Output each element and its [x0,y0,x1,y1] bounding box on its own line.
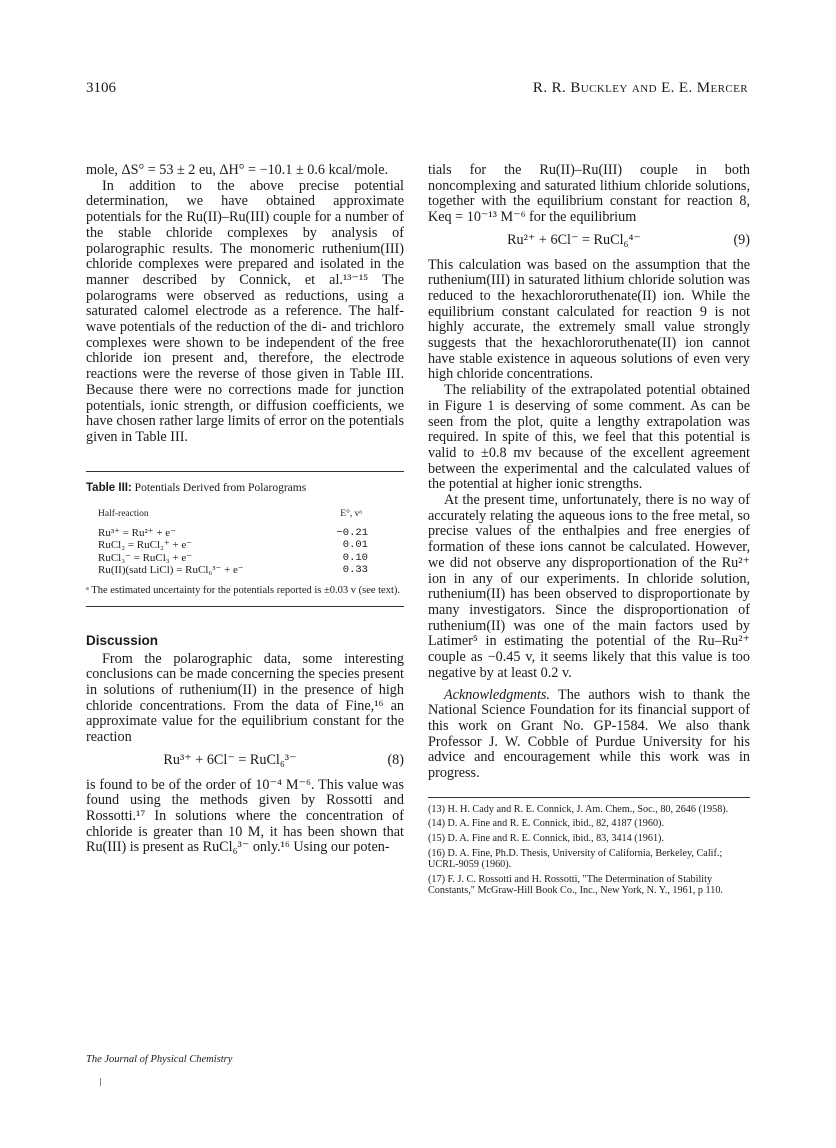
right-paragraph-4: At the present time, unfortunately, there is no way of accurately relating the aqueous ions to the free metal, so precise values of the enthalpies and free energies of formation of these ions cannot be calculated. However, we did not observe any disproportionation of the Ru²⁺ ion in any of our experiments. In chloride solution, ruthenium(II) has been observed to disproportionate by many investigators. Since the disproportionation of ruthenium(II) was one of the main factors used by Latimer⁵ in estimating the potential of the Ru–Ru²⁺ couple as −0.45 v, it seems likely that this value is too negative by at least 0.2 v. [428,492,750,681]
right-paragraph-3: The reliability of the extrapolated potential obtained in Figure 1 is deserving of some comment. As can be seen from the plot, quite a lengthy extrapolation was required. In spite of this, we feel that this potential is valid to ±0.8 mv because of the excellent agreement between the experimental and the calculated values of the potential at higher ionic strengths. [428,382,750,493]
left-paragraph-3: From the polarographic data, some interesting conclusions can be made concerning the species present in solutions of ruthenium(II) in the presence of high chloride concentrations. From the data of Fine,¹⁶ an approximate value for the equilibrium constant for the reaction [86,650,404,746]
table-row [86,527,404,539]
left-column [86,163,404,856]
journal-footer: The Journal of Physical Chemistry [86,1054,233,1065]
acknowledgments-label: Acknowledgments. [444,686,550,703]
footer-mark [100,1078,101,1086]
table-row [86,564,404,576]
page-number: 3106 [86,80,116,96]
table-caption: Potentials Derived from Polarograms [134,481,307,494]
table-cell-reaction: RuCl₂ = RuCl₂⁺ + e⁻ [98,539,193,552]
table-title [86,481,404,497]
table-cell-reaction: Ru³⁺ = Ru²⁺ + e⁻ [98,526,176,539]
reference-item: (17) F. J. C. Rossotti and H. Rossotti, "The Determination of Stability Constants," McGraw-Hill Book Co., Inc., New York, N. Y., 1961, p 110. [428,873,723,897]
acknowledgments-text: The authors wish to thank the National Science Foundation for its financial support of this work on Grant No. GP-1584. We also thank Professor J. W. Cobble of Purdue University for his advice and encouragement while this work was in progress. [428,686,751,782]
left-paragraph-4: is found to be of the order of 10⁻⁴ M⁻⁶. This value was found using the methods given by Rossotti and Rossotti.¹⁷ In solutions where the concentration of chloride is greater than 10 M, it has been shown that Ru(III) is present as RuCl₆³⁻ only.¹⁶ Using our poten- [86,776,404,856]
table-cell-value: 0.10 [342,551,368,564]
table-cell-value: 0.33 [342,563,368,576]
right-paragraph-1: tials for the Ru(II)–Ru(III) couple in both noncomplexing and saturated lithium chloride solutions, together with the equilibrium constant for reaction 8, Keq = 10⁻¹³ M⁻⁶ for the equilibrium [428,162,750,226]
table-cell-value: 0.01 [342,539,368,552]
left-paragraph-1: mole, ΔS° = 53 ± 2 eu, ΔH° = −10.1 ± 0.6 kcal/mole. [86,162,389,178]
table-cell-reaction: Ru(II)(satd LiCl) = RuCl₆³⁻ + e⁻ [98,563,244,576]
table-footnote: ᵃ The estimated uncertainty for the potentials reported is ±0.03 v (see text). [86,585,401,597]
table-row [86,539,404,551]
section-heading-discussion: Discussion [86,632,159,648]
potentials-table [86,507,404,576]
table-label: Table III: [86,481,132,494]
table-header-half-reaction: Half-reaction [98,509,149,520]
equation-9-text: Ru²⁺ + 6Cl⁻ = RuCl₆⁴⁻ [507,231,641,248]
left-paragraph-2: In addition to the above precise potential determination, we have obtained approximate potentials for the Ru(II)–Ru(III) couple for a number of the stable chloride complexes by analysis of polarographic results. The monomeric ruthenium(III) chloride complexes were prepared and isolated in the manner described by Connick, et al.¹³⁻¹⁵ The polarograms were observed as reductions, using a saturated calomel electrode as a reference. The half-wave potentials of the reduction of the di- and trichloro complexes were shown to be independent of the free chloride ion present and, therefore, the electrode reactions were the reverse of those given in Table III. Because there were no corrections made for junction potentials, ionic strength, or diffusion coefficients, we have chosen rather large limits of error on the potentials given in Table III. [86,177,404,445]
equation-9-number: (9) [733,231,750,248]
equation-8-number: (8) [387,751,404,768]
reference-item: (14) D. A. Fine and R. E. Connick, ibid., 82, 4187 (1960). [428,818,664,830]
acknowledgments [428,688,750,782]
table-cell-reaction: RuCl₃⁻ = RuCl₃ + e⁻ [98,551,193,564]
right-paragraph-2: This calculation was based on the assumption that the ruthenium(III) in saturated lithium chloride solution was reduced to the hexachlororuthenate(II) ion. While the equilibrium constant calculated for reaction 9 is not highly accurate, the extremely small value strongly suggests that the hexachlororuthenate(II) ion cannot have stable existence in aqueous solutions of even very high chloride concentrations. [428,256,750,383]
running-head-authors: R. R. Buckley and E. E. Mercer [532,80,748,96]
table-header-potential: E°, vᵃ [340,509,362,520]
table-iii [86,471,404,607]
reference-item: (16) D. A. Fine, Ph.D. Thesis, University of California, Berkeley, Calif.; UCRL-9059 (1960). [428,847,723,871]
right-column [428,163,750,900]
table-cell-value: −0.21 [336,526,368,539]
equation-8-text: Ru³⁺ + 6Cl⁻ = RuCl₆³⁻ [163,751,297,768]
reference-item: (15) D. A. Fine and R. E. Connick, ibid., 83, 3414 (1961). [428,832,664,844]
equation-9 [428,233,750,249]
reference-item: (13) H. H. Cady and R. E. Connick, J. Am. Chem., Soc., 80, 2646 (1958). [428,803,729,815]
equation-8 [86,753,404,769]
table-row [86,552,404,564]
references [428,797,750,897]
